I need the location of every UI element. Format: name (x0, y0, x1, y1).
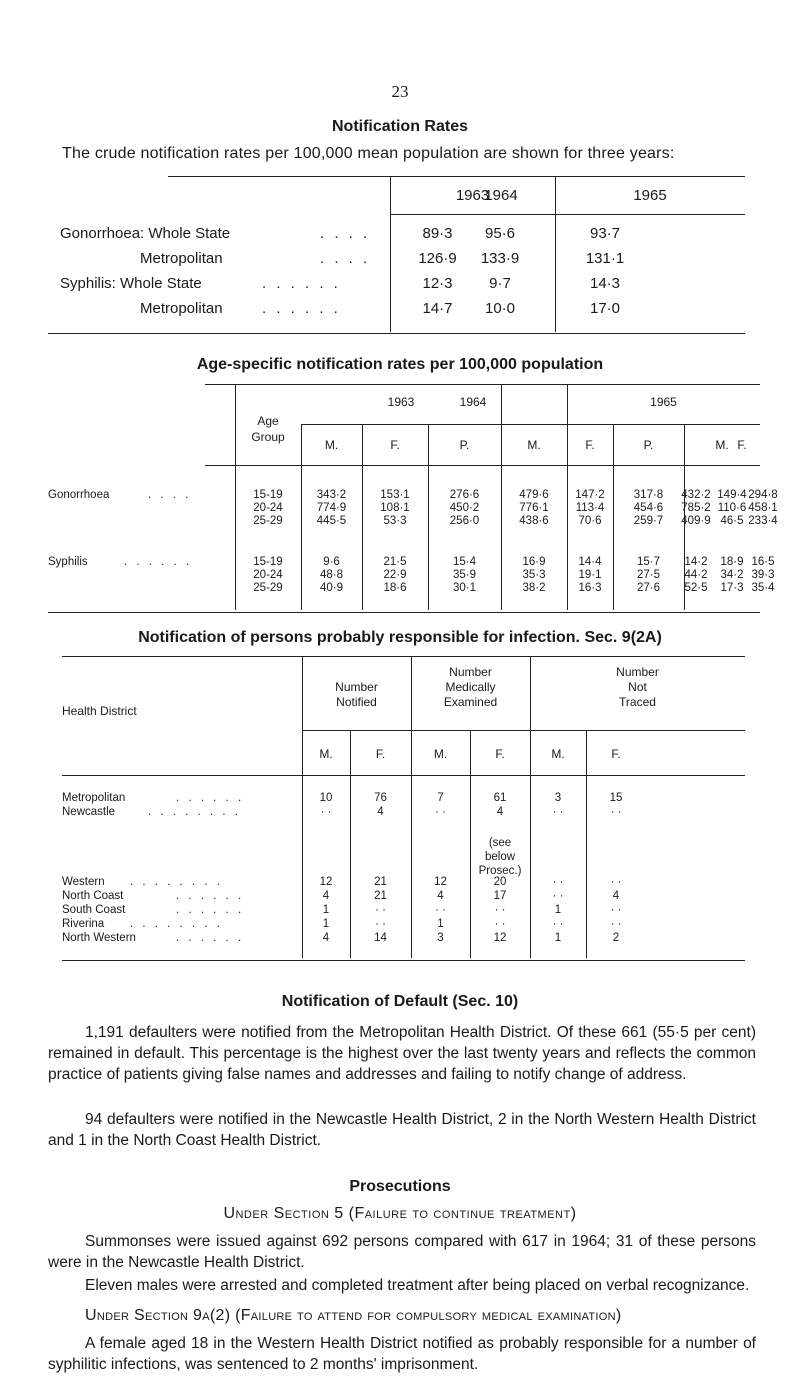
rate-cell: 17·3 (720, 582, 744, 594)
rate-cell: 479·6 (519, 489, 549, 501)
default-paragraph-1: 1,191 defaulters were notified from the Metropolitan Health District. Of these 661 (55·5 per cent) remained in default. This percentage is the highest over the last twenty years and reflects the common practice of patients giving false names and addresses and failing to notify change of address. (48, 1024, 756, 1083)
rate-cell: 317·8 (633, 489, 664, 501)
rate-cell: 30·1 (452, 582, 477, 594)
rate-cell: 233·4 (748, 515, 778, 527)
rate-cell: 44·2 (684, 569, 708, 581)
value-cell: 93·7 (589, 225, 621, 242)
rate-cell: 21·5 (383, 556, 407, 568)
year-header-1965: 1965 (633, 187, 667, 204)
rate-cell: 774·9 (316, 502, 347, 514)
rate-cell: 458·1 (748, 502, 778, 514)
sub-header: F. (611, 747, 621, 761)
rate-cell: 776·1 (519, 502, 549, 514)
rate-cell: 34·2 (720, 569, 744, 581)
count-cell: 2 (612, 932, 620, 944)
count-cell: 1 (322, 904, 330, 916)
leader-dots: . . . . . . (124, 556, 193, 568)
rate-cell: 113·4 (575, 502, 605, 514)
rate-cell: 48·8 (319, 569, 344, 581)
count-cell: 12 (493, 932, 507, 944)
leader-dots: . . . . . . (262, 275, 341, 292)
count-cell: · · (494, 904, 506, 916)
responsible-persons-heading: Notification of persons probably responsible for infection. Sec. 9(2A) (138, 629, 662, 646)
notification-rates-intro: The crude notification rates per 100,000 mean population are shown for three years: (62, 145, 675, 162)
sub-header: M. (319, 747, 333, 761)
sub-header: F. (737, 438, 747, 452)
leader-dots: . . . . . . (176, 932, 245, 944)
value-cell: 10·0 (484, 300, 516, 317)
count-cell: 21 (374, 890, 387, 902)
rate-cell: 409·9 (681, 515, 711, 527)
rate-cell: 15·4 (452, 556, 477, 568)
sub-header: M. (551, 747, 565, 761)
district-label: North Western (62, 932, 136, 944)
value-cell: 131·1 (585, 250, 625, 267)
prosecutions-paragraph-1: Summonses were issued against 692 persons compared with 617 in 1964; 31 of these persons were in the Newcastle Health District. (48, 1233, 756, 1271)
count-cell: 3 (437, 932, 444, 944)
rate-cell: 9·6 (323, 556, 340, 568)
sub-header: F. (375, 747, 386, 761)
leader-dots: . . . . . . (176, 904, 245, 916)
rate-cell: 785·2 (681, 502, 711, 514)
disease-label: Syphilis (48, 556, 88, 568)
rate-cell: 259·7 (633, 515, 664, 527)
count-cell: · · (552, 876, 564, 888)
age-specific-heading: Age-specific notification rates per 100,000 population (196, 356, 604, 373)
value-cell: 95·6 (484, 225, 516, 242)
leader-dots: . . . . . . . . (148, 806, 241, 818)
leader-dots: . . . . . . (262, 300, 341, 317)
leader-dots: . . . . (320, 250, 371, 267)
year-header-1964: 1964 (459, 395, 487, 409)
row-label: Metropolitan (140, 250, 223, 267)
count-cell: 17 (493, 890, 507, 902)
sub-header: M. (527, 438, 541, 452)
age-group-cell: 25-29 (253, 515, 283, 527)
rate-cell: 39·3 (751, 569, 775, 581)
count-cell: 12 (319, 876, 333, 888)
examined-header: Medically (445, 680, 496, 694)
district-label: Riverina (62, 918, 105, 930)
value-cell: 133·9 (480, 250, 520, 267)
leader-dots: . . . . . . . . (130, 918, 223, 930)
count-cell: 14 (374, 932, 387, 944)
row-label: Syphilis: Whole State (60, 275, 202, 292)
leader-dots: . . . . (320, 225, 371, 242)
value-cell: 14·3 (589, 275, 621, 292)
age-group-label: Group (251, 430, 285, 444)
value-cell: 89·3 (422, 225, 453, 242)
age-group-cell: 25-29 (253, 582, 283, 594)
not-traced-header: Number (616, 665, 659, 679)
rate-cell: 147·2 (575, 489, 605, 501)
default-heading: Notification of Default (Sec. 10) (281, 993, 519, 1010)
rate-cell: 35·3 (522, 569, 546, 581)
count-cell: · · (435, 904, 446, 916)
count-cell: 1 (554, 904, 562, 916)
count-cell: 3 (554, 792, 562, 804)
health-district-header: Health District (62, 704, 137, 718)
district-label: South Coast (62, 904, 126, 916)
count-cell: 76 (374, 792, 387, 804)
rate-cell: 15·7 (636, 556, 661, 568)
sub-header: F. (390, 438, 400, 452)
rate-cell: 153·1 (380, 489, 410, 501)
count-cell: 15 (609, 792, 623, 804)
count-cell: 21 (374, 876, 387, 888)
year-header-1963: 1963 (387, 395, 415, 409)
rate-cell: 110·6 (717, 502, 747, 514)
count-cell: 7 (437, 792, 444, 804)
rate-cell: 276·6 (449, 489, 480, 501)
rate-cell: 14·4 (578, 556, 602, 568)
rate-cell: 149·4 (717, 489, 747, 501)
count-cell: · · (435, 806, 446, 818)
value-cell: 12·3 (422, 275, 453, 292)
count-cell: · · (610, 918, 622, 930)
default-paragraph-2: 94 defaulters were notified in the Newcastle Health District, 2 in the North Western Health District and 1 in the North Coast Health District. (48, 1111, 756, 1149)
count-cell: 20 (493, 876, 507, 888)
leader-dots: . . . . . . (176, 792, 245, 804)
rate-cell: 38·2 (522, 582, 546, 594)
count-cell: 1 (437, 918, 444, 930)
count-cell: · · (494, 918, 506, 930)
row-label: Metropolitan (140, 300, 223, 317)
count-cell: 12 (434, 876, 447, 888)
rate-cell: 432·2 (681, 489, 711, 501)
rate-cell: 27·6 (636, 582, 661, 594)
district-label: Metropolitan (62, 792, 126, 804)
year-header-1963: 1963 (455, 187, 490, 204)
age-group-cell: 20-24 (253, 569, 283, 581)
notification-rates-heading: Notification Rates (331, 118, 468, 135)
rate-cell: 52·5 (684, 582, 708, 594)
count-cell: · · (320, 806, 332, 818)
sub-header: P. (459, 438, 470, 452)
year-header-1965: 1965 (650, 395, 677, 409)
rate-cell: 18·9 (720, 556, 744, 568)
count-cell: · · (375, 904, 386, 916)
district-label: Newcastle (62, 806, 116, 818)
rate-cell: 450·2 (449, 502, 480, 514)
examined-header: Examined (443, 695, 498, 709)
rate-cell: 19·1 (578, 569, 602, 581)
rate-cell: 294·8 (748, 489, 778, 501)
rate-cell: 16·3 (578, 582, 602, 594)
prosecutions-heading: Prosecutions (349, 1178, 451, 1195)
rate-cell: 70·6 (578, 515, 602, 527)
note-line: Prosec.) (478, 865, 522, 877)
notified-header: Notified (336, 695, 377, 709)
rate-cell: 27·5 (636, 569, 661, 581)
count-cell: · · (552, 918, 564, 930)
count-cell: 1 (322, 918, 330, 930)
rate-cell: 22·9 (383, 569, 407, 581)
age-group-cell: 15-19 (253, 556, 283, 568)
sub-header: M. (324, 438, 339, 452)
newcastle-note (470, 836, 530, 878)
sub-header: M. (715, 438, 729, 452)
age-group-label: Age (257, 414, 279, 428)
disease-label: Gonorrhoea (48, 489, 110, 501)
rate-cell: 35·4 (751, 582, 775, 594)
district-label: Western (62, 876, 105, 888)
count-cell: 1 (554, 932, 562, 944)
rate-cell: 438·6 (519, 515, 549, 527)
count-cell: 4 (496, 806, 504, 818)
count-cell: 4 (612, 890, 620, 902)
value-cell: 126·9 (418, 250, 457, 267)
note-line: below (484, 851, 516, 863)
age-group-cell: 20-24 (253, 502, 283, 514)
count-cell: · · (375, 918, 386, 930)
not-traced-header: Traced (619, 695, 656, 709)
sub-header: P. (643, 438, 654, 452)
prosecutions-paragraph-2: Eleven males were arrested and completed treatment after being placed on verbal recognizance. (85, 1277, 750, 1294)
rate-cell: 40·9 (319, 582, 344, 594)
value-cell: 14·7 (422, 300, 453, 317)
section-9a-subheading: Under Section 9a(2) (Failure to attend for compulsory medical examination) (85, 1307, 622, 1324)
rate-cell: 256·0 (449, 515, 480, 527)
count-cell: 4 (437, 890, 444, 902)
rate-cell: 35·9 (452, 569, 477, 581)
sub-header: M. (433, 747, 448, 761)
count-cell: · · (610, 904, 622, 916)
district-label: North Coast (62, 890, 124, 902)
count-cell: 10 (319, 792, 333, 804)
year-header-1964: 1964 (484, 187, 518, 204)
rate-cell: 343·2 (316, 489, 347, 501)
row-label: Gonorrhoea: Whole State (60, 225, 231, 242)
sub-header: F. (495, 747, 505, 761)
count-cell: · · (552, 806, 564, 818)
count-cell: 4 (322, 890, 330, 902)
examined-header: Number (449, 665, 492, 679)
rate-cell: 16·9 (522, 556, 546, 568)
sub-header: F. (585, 438, 595, 452)
notified-header: Number (335, 680, 378, 694)
value-cell: 9·7 (489, 275, 511, 292)
rate-cell: 14·2 (684, 556, 708, 568)
leader-dots: . . . . . . . . (130, 876, 223, 888)
count-cell: 61 (493, 792, 507, 804)
rate-cell: 46·5 (720, 515, 744, 527)
prosecutions-paragraph-3: A female aged 18 in the Western Health District notified as probably responsible for a number of syphilitic infections, was sentenced to 2 months' imprisonment. (48, 1335, 756, 1373)
count-cell: · · (610, 876, 622, 888)
rate-cell: 445·5 (316, 515, 347, 527)
rate-cell: 454·6 (633, 502, 664, 514)
not-traced-header: Not (628, 680, 647, 694)
count-cell: 4 (322, 932, 330, 944)
rate-cell: 53·3 (383, 515, 407, 527)
rate-cell: 18·6 (383, 582, 407, 594)
leader-dots: . . . . . . (176, 890, 245, 902)
count-cell: · · (552, 890, 564, 902)
page-number: 23 (391, 82, 409, 101)
leader-dots: . . . . (148, 489, 192, 501)
note-line: (see (488, 837, 512, 849)
count-cell: 4 (377, 806, 384, 818)
age-group-cell: 15-19 (253, 489, 283, 501)
rate-cell: 108·1 (380, 502, 410, 514)
rate-cell: 16·5 (751, 556, 775, 568)
value-cell: 17·0 (589, 300, 621, 317)
section-5-subheading: Under Section 5 (Failure to continue treatment) (223, 1205, 577, 1222)
count-cell: · · (610, 806, 622, 818)
